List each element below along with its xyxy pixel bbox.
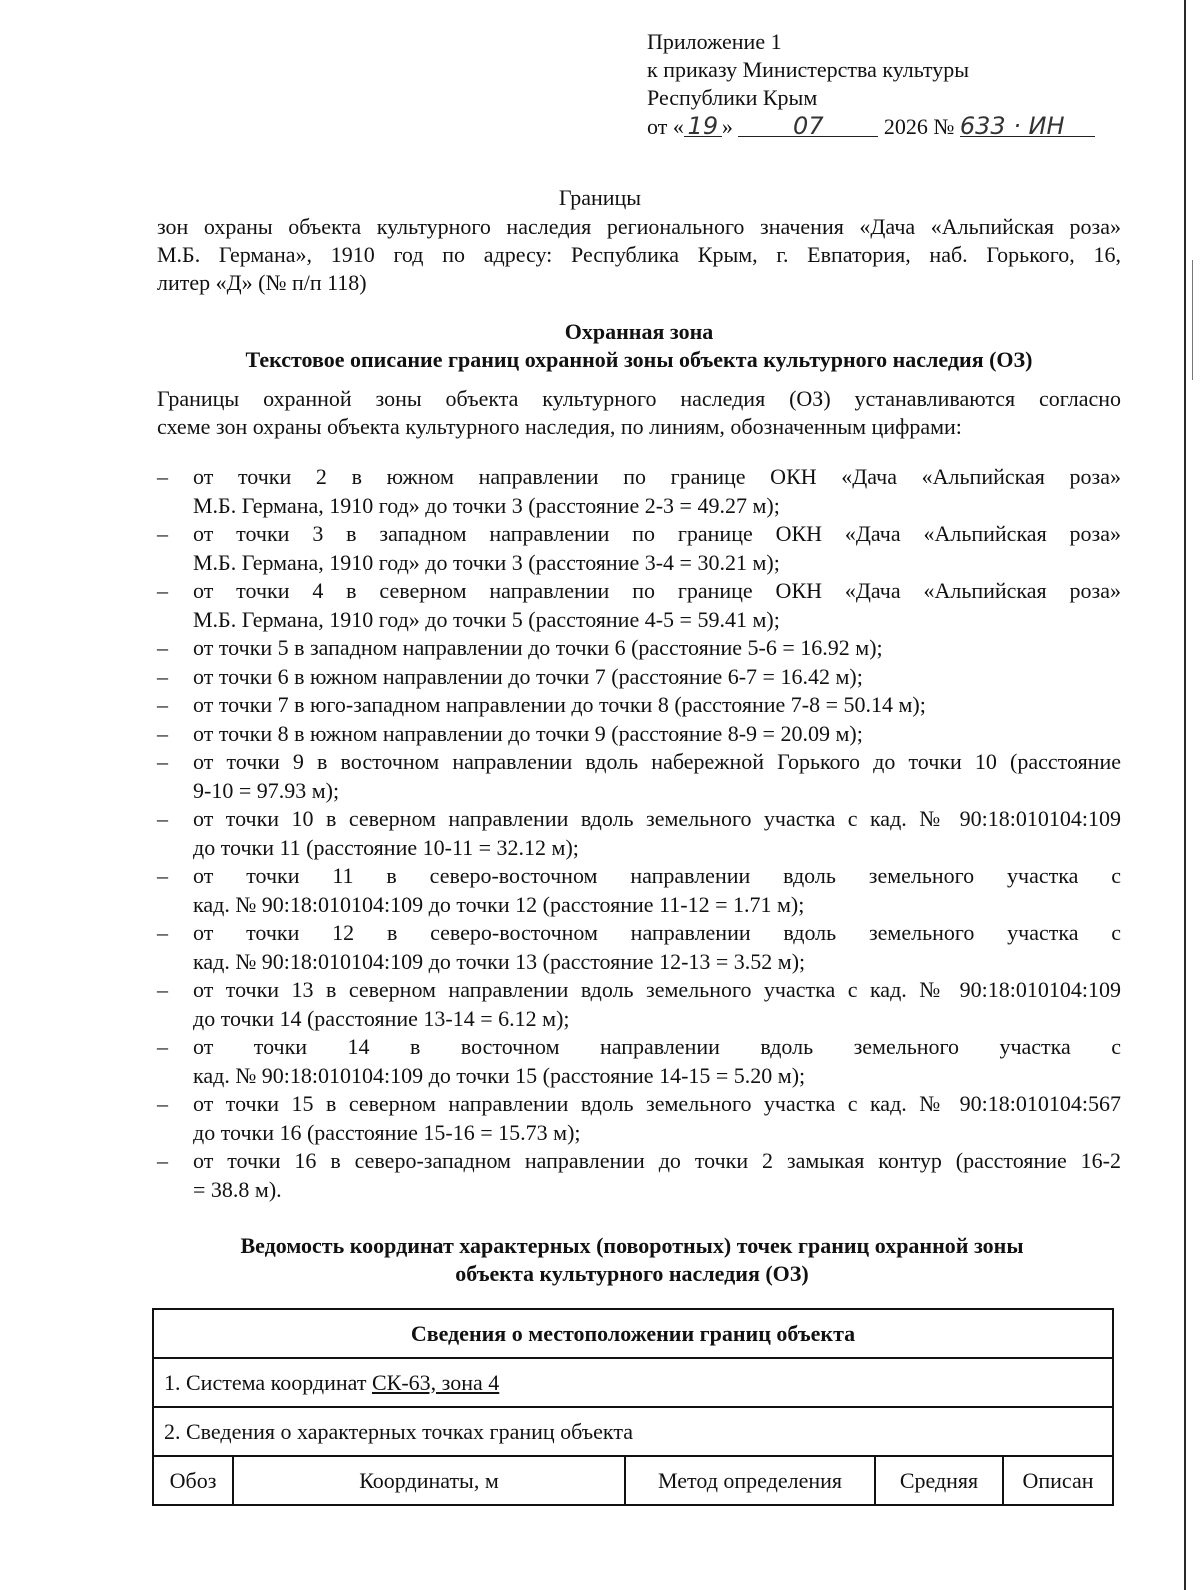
column-header-designation: Обоз xyxy=(153,1456,233,1505)
coordinate-system-value: СК-63, зона 4 xyxy=(371,1369,500,1395)
day-handwritten: 19 xyxy=(687,112,719,140)
page-edge-line xyxy=(1184,0,1186,1590)
list-item-line-1: от точки 3 в западном направлении по границе ОКН «Дача «Альпийская роза» xyxy=(193,521,1121,546)
month-field xyxy=(738,112,878,140)
number-handwritten: 633 · ИН xyxy=(959,112,1065,140)
list-item-line-1: от точки 10 в северном направлении вдоль земельного участка с кад. № 90:18:010104:109 xyxy=(193,806,1121,831)
list-item xyxy=(157,720,1121,749)
list-item-line-1: от точки 15 в северном направлении вдоль земельного участка с кад. № 90:18:010104:567 xyxy=(193,1091,1121,1116)
page-edge-mark xyxy=(1192,260,1193,380)
title-line-1: зон охраны объекта культурного наследия регионального значения «Дача «Альпийская роза» xyxy=(157,214,1121,239)
points-info-cell: 2. Сведения о характерных точках границ объекта xyxy=(153,1407,1113,1456)
appendix-date-line xyxy=(647,112,1095,141)
list-item-line-2: до точки 11 (расстояние 10-11 = 32.12 м); xyxy=(193,834,579,860)
column-header-average: Средняя xyxy=(875,1456,1003,1505)
document-heading: Границы xyxy=(558,185,642,210)
coordinate-system-label: 1. Система координат xyxy=(164,1369,372,1395)
list-item xyxy=(157,634,1121,663)
list-dash: – xyxy=(157,863,168,888)
column-header-coordinates: Координаты, м xyxy=(233,1456,625,1505)
day-field xyxy=(684,112,722,140)
list-item-line-1: от точки 11 в северо-восточном направлении вдоль земельного участка с xyxy=(193,863,1121,888)
list-item-line-1: от точки 5 в западном направлении до точки 6 (расстояние 5-6 = 16.92 м); xyxy=(193,635,883,660)
list-dash: – xyxy=(157,521,168,546)
list-dash: – xyxy=(157,720,168,746)
document-title xyxy=(157,213,1121,297)
intro-line-2: схеме зон охраны объекта культурного наследия, по линиям, обозначенным цифрами: xyxy=(157,414,962,439)
list-item-line-2: кад. № 90:18:010104:109 до точки 15 (расстояние 14-15 = 5.20 м); xyxy=(193,1062,806,1088)
list-item-line-2: кад. № 90:18:010104:109 до точки 13 (расстояние 12-13 = 3.52 м); xyxy=(193,948,806,974)
list-item xyxy=(157,862,1121,919)
list-dash: – xyxy=(157,1034,168,1059)
list-item xyxy=(157,1033,1121,1090)
list-item-line-1: от точки 6 в южном направлении до точки 7 (расстояние 6-7 = 16.42 м); xyxy=(193,663,863,689)
list-item-line-1: от точки 14 в восточном направлении вдоль земельного участка с xyxy=(193,1034,1121,1059)
table-row xyxy=(153,1358,1113,1407)
list-dash: – xyxy=(157,920,168,945)
list-item-line-1: от точки 13 в северном направлении вдоль земельного участка с кад. № 90:18:010104:109 xyxy=(193,977,1121,1002)
list-item-line-2: кад. № 90:18:010104:109 до точки 12 (расстояние 11-12 = 1.71 м); xyxy=(193,891,805,917)
list-dash: – xyxy=(157,1091,168,1116)
list-dash: – xyxy=(157,692,168,717)
list-item-line-1: от точки 8 в южном направлении до точки 9 (расстояние 8-9 = 20.09 м); xyxy=(193,720,863,746)
list-item xyxy=(157,805,1121,862)
number-field xyxy=(959,112,1095,140)
table-header-cell: Сведения о местоположении границ объекта xyxy=(153,1309,1113,1358)
date-mid: » xyxy=(721,114,733,139)
intro-line-1: Границы охранной зоны объекта культурного наследия (ОЗ) устанавливаются согласно xyxy=(157,386,1121,411)
column-header-method: Метод определения xyxy=(625,1456,875,1505)
coordinate-system-cell xyxy=(153,1358,1113,1407)
appendix-header xyxy=(647,28,1095,141)
section-heading-1: Охранная зона xyxy=(564,319,714,344)
table-title-line-1: Ведомость координат характерных (поворотных) точек границ охранной зоны xyxy=(240,1233,1024,1258)
list-item xyxy=(157,748,1121,805)
column-header-description: Описан xyxy=(1003,1456,1113,1505)
list-item xyxy=(157,919,1121,976)
list-item-line-1: от точки 2 в южном направлении по границе ОКН «Дача «Альпийская роза» xyxy=(193,464,1121,489)
table-row xyxy=(153,1456,1113,1505)
list-dash: – xyxy=(157,749,168,774)
section-heading xyxy=(157,318,1121,374)
list-item-line-1: от точки 16 в северо-западном направлении до точки 2 замыкая контур (расстояние 16-2 xyxy=(193,1148,1121,1173)
boundary-list xyxy=(157,463,1121,1204)
table-row xyxy=(153,1407,1113,1456)
table-title-line-2: объекта культурного наследия (ОЗ) xyxy=(455,1261,809,1286)
list-item xyxy=(157,976,1121,1033)
list-item-line-2: 9-10 = 97.93 м); xyxy=(193,777,340,803)
list-dash: – xyxy=(157,977,168,1002)
list-item-line-2: = 38.8 м). xyxy=(193,1176,282,1202)
list-item-line-1: от точки 9 в восточном направлении вдоль набережной Горького до точки 10 (расстояние xyxy=(193,749,1121,774)
list-item xyxy=(157,1147,1121,1204)
list-item-line-2: до точки 14 (расстояние 13-14 = 6.12 м); xyxy=(193,1005,570,1031)
section-intro xyxy=(157,385,1121,441)
month-handwritten: 07 xyxy=(793,112,824,140)
list-item xyxy=(157,1090,1121,1147)
list-item xyxy=(157,463,1121,520)
list-dash: – xyxy=(157,663,168,689)
list-item-line-1: от точки 12 в северо-восточном направлении вдоль земельного участка с xyxy=(193,920,1121,945)
list-dash: – xyxy=(157,806,168,831)
list-item-line-1: от точки 7 в юго-западном направлении до точки 8 (расстояние 7-8 = 50.14 м); xyxy=(193,692,926,717)
appendix-line-2: к приказу Министерства культуры xyxy=(647,57,970,82)
list-dash: – xyxy=(157,635,168,660)
list-dash: – xyxy=(157,464,168,489)
list-dash: – xyxy=(157,578,168,603)
coordinates-table xyxy=(152,1308,1114,1506)
list-item xyxy=(157,577,1121,634)
list-dash: – xyxy=(157,1148,168,1173)
list-item-line-2: до точки 16 (расстояние 15-16 = 15.73 м); xyxy=(193,1119,581,1145)
title-line-3: литер «Д» (№ п/п 118) xyxy=(157,270,367,295)
list-item xyxy=(157,663,1121,692)
list-item xyxy=(157,520,1121,577)
list-item-line-2: М.Б. Германа, 1910 год» до точки 3 (расстояние 3-4 = 30.21 м); xyxy=(193,549,780,575)
list-item xyxy=(157,691,1121,720)
appendix-line-1: Приложение 1 xyxy=(647,29,782,54)
date-prefix: от « xyxy=(647,114,684,139)
list-item-line-2: М.Б. Германа, 1910 год» до точки 3 (расстояние 2-3 = 49.27 м); xyxy=(193,492,780,518)
appendix-line-3: Республики Крым xyxy=(647,85,818,110)
table-title xyxy=(150,1232,1114,1288)
table-row xyxy=(153,1309,1113,1358)
list-item-line-2: М.Б. Германа, 1910 год» до точки 5 (расстояние 4-5 = 59.41 м); xyxy=(193,606,780,632)
title-line-2: М.Б. Германа», 1910 год по адресу: Республика Крым, г. Евпатория, наб. Горького, 16, xyxy=(157,242,1121,267)
year-number-label: 2026 № xyxy=(883,114,955,139)
list-item-line-1: от точки 4 в северном направлении по границе ОКН «Дача «Альпийская роза» xyxy=(193,578,1121,603)
section-heading-2: Текстовое описание границ охранной зоны объекта культурного наследия (ОЗ) xyxy=(245,347,1033,372)
